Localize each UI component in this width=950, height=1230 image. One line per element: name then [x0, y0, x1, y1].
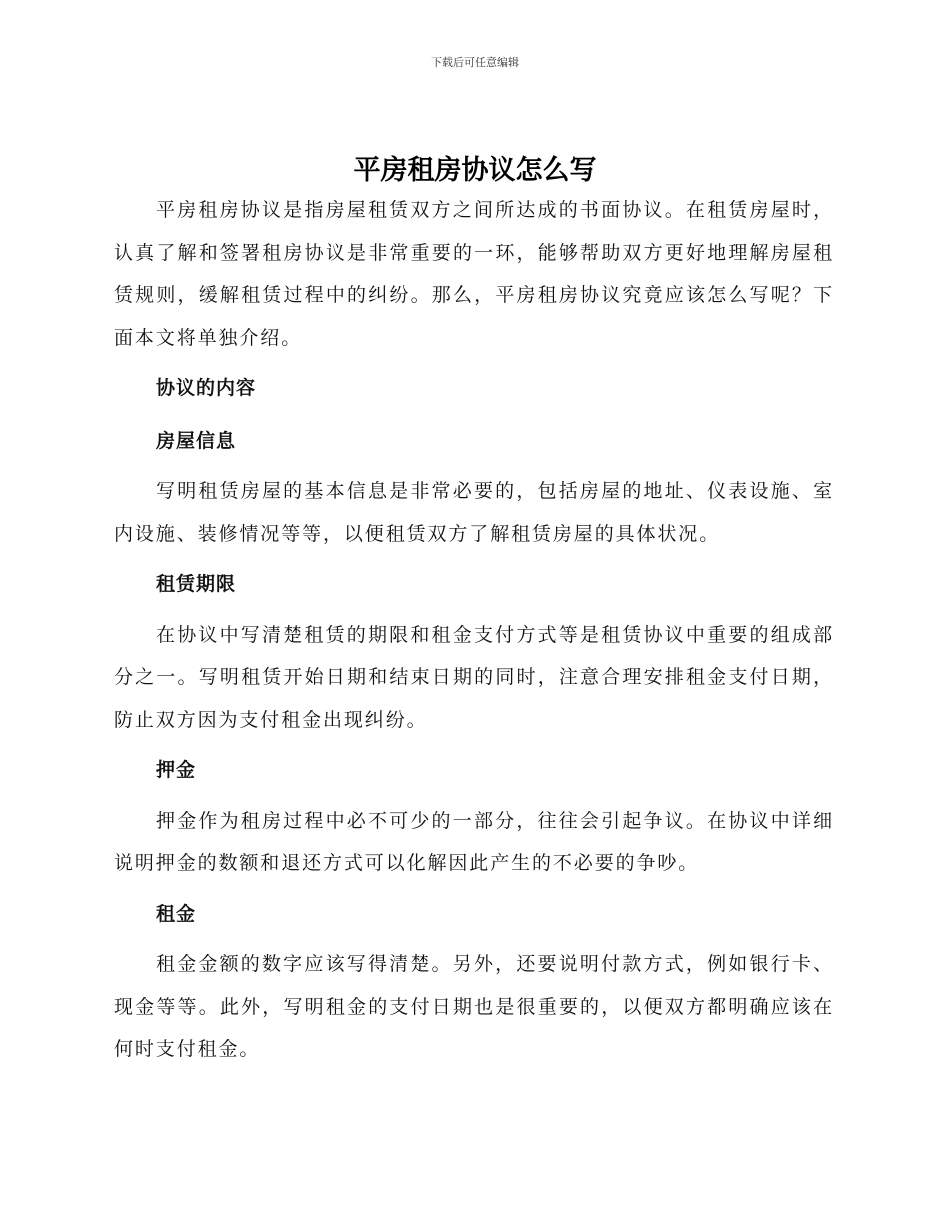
document-body	[114, 189, 834, 1071]
paragraph-lease-term: 在协议中写清楚租赁的期限和租金支付方式等是租赁协议中重要的组成部分之一。写明租赁开始日期和结束日期的同时，注意合理安排租金支付日期，防止双方因为支付租金出现纠纷。	[114, 623, 834, 731]
document-title: 平房租房协议怎么写	[353, 155, 597, 186]
header-note: 下载后可任意编辑	[431, 56, 519, 69]
subheading-deposit: 押金	[156, 759, 197, 781]
paragraph-house-info: 写明租赁房屋的基本信息是非常必要的，包括房屋的地址、仪表设施、室内设施、装修情况等等，以便租赁双方了解租赁房屋的具体状况。	[114, 480, 834, 545]
subheading-rent: 租金	[156, 902, 197, 925]
section-heading-agreement-content: 协议的内容	[156, 377, 257, 399]
subheading-lease-term: 租赁期限	[156, 573, 237, 595]
paragraph-rent: 租金金额的数字应该写得清楚。另外，还要说明付款方式，例如银行卡、现金等等。此外，写明租金的支付日期也是很重要的，以便双方都明确应该在何时支付租金。	[114, 953, 834, 1060]
subheading-house-info: 房屋信息	[156, 429, 237, 452]
intro-paragraph: 平房租房协议是指房屋租赁双方之间所达成的书面协议。在租赁房屋时，认真了解和签署租房协议是非常重要的一环，能够帮助双方更好地理解房屋租赁规则，缓解租赁过程中的纠纷。那么，平房租房协议究竟应该怎么写呢？下面本文将单独介绍。	[114, 199, 834, 349]
paragraph-deposit: 押金作为租房过程中必不可少的一部分，往往会引起争议。在协议中详细说明押金的数额和退还方式可以化解因此产生的不必要的争吵。	[114, 809, 834, 874]
